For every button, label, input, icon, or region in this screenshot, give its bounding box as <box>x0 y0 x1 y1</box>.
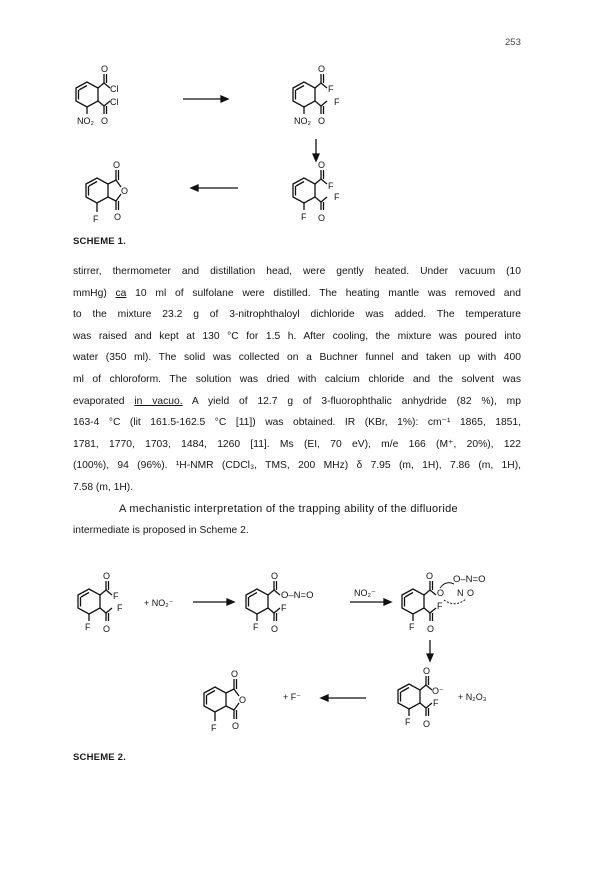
s2i-o-bottom: O <box>232 721 240 731</box>
text-line: was raised and kept at 130 °C for 1.5 h. After cooling, the mixture was poured into <box>73 330 521 342</box>
page-number: 253 <box>505 37 521 48</box>
s2i-o-top: O <box>231 669 239 679</box>
s2h-o-top: O <box>423 666 431 676</box>
scheme1-3-nitrophthaloyl-dichloride <box>76 74 110 114</box>
text-line: intermediate is proposed in Scheme 2. <box>73 525 249 537</box>
text-line: ml of chloroform. The solution was dried with calcium chloride and the solvent was <box>73 373 521 385</box>
scheme2-arrow-1 <box>193 599 234 605</box>
s1a-cl-2: Cl <box>110 97 119 107</box>
scheme2-nitrite-addition-complex <box>402 581 466 621</box>
s2-arrow-2-label: NO₂⁻ <box>354 588 376 598</box>
scheme2-arrow-left <box>321 695 366 701</box>
s1a-no2: NO₂ <box>77 116 94 126</box>
text-line: evaporated in vacuo. A yield of 12.7 g of 3-fluorophthalic anhydride (82 %), mp <box>73 395 521 407</box>
s1c-f-ring: F <box>301 212 307 222</box>
scheme1-caption: SCHEME 1. <box>73 236 127 247</box>
s2h-f-ring: F <box>405 717 411 727</box>
scheme2-arrow-down <box>427 640 433 661</box>
s1b-no2: NO₂ <box>294 116 311 126</box>
s2f-f: F <box>281 603 287 613</box>
s1a-o-bottom: O <box>101 116 109 126</box>
scheme1-arrow-right <box>183 96 228 102</box>
text-line: 163-4 °C (lit 161.5-162.5 °C [11]) was obtained. IR (KBr, 1%): cm⁻¹ 1865, 1851, <box>73 417 521 429</box>
scheme1-3-nitrophthaloyl-difluoride <box>293 74 327 114</box>
s2e-f-1: F <box>113 591 119 601</box>
s2g-o-nitrite: O <box>467 588 475 598</box>
s2g-o-acyl: O <box>437 588 445 598</box>
s1c-f-2: F <box>334 192 340 202</box>
s1c-o-top: O <box>318 160 326 170</box>
body-text <box>73 261 521 542</box>
s2g-f-ring: F <box>409 622 415 632</box>
s1b-f-2: F <box>334 97 340 107</box>
s2-plus-fluoride: + F⁻ <box>283 692 302 702</box>
s1d-f-ring: F <box>93 214 99 224</box>
s2e-o-top: O <box>103 571 111 581</box>
scheme1-3-fluorophthaloyl-difluoride <box>293 170 327 210</box>
s2e-f-ring: F <box>85 622 91 632</box>
s2g-f: F <box>437 601 443 611</box>
text-line: stirrer, thermometer and distillation head, were gently heated. Under vacuum (10 <box>73 266 521 277</box>
s2h-o-minus: O⁻ <box>432 686 444 696</box>
s1d-o-top: O <box>113 160 121 170</box>
scheme2-acyl-nitrite-intermediate <box>246 581 280 621</box>
s2f-f-ring: F <box>253 622 259 632</box>
text-line: 1781, 1770, 1703, 1484, 1260 [11]. Ms (EI, 70 eV), m/e 166 (M⁺, 20%), 122 <box>73 438 521 450</box>
s1a-cl-1: Cl <box>110 84 119 94</box>
s2g-o-bottom: O <box>427 624 435 634</box>
scheme1-arrow-down <box>313 139 319 161</box>
s2i-f-ring: F <box>211 723 217 733</box>
s2f-o-n-o: O–N=O <box>281 590 314 601</box>
s1c-o-bottom: O <box>318 213 326 223</box>
s1b-o-top: O <box>318 64 326 74</box>
s2e-o-bottom: O <box>103 624 111 634</box>
s1a-o-top: O <box>101 64 109 74</box>
s2-plus-n2o3: + N₂O₃ <box>458 692 487 702</box>
s2g-n: N <box>457 588 464 598</box>
s1b-f-1: F <box>328 84 334 94</box>
s1c-f-1: F <box>328 181 334 191</box>
text-line: A mechanistic interpretation of the trapping ability of the difluoride <box>119 502 458 515</box>
s1b-o-bottom: O <box>318 116 326 126</box>
s1d-o-ring: O <box>121 186 129 196</box>
scheme1-3-fluorophthalic-anhydride <box>86 170 121 212</box>
s1d-o-bottom: O <box>114 212 122 222</box>
scheme2-3-fluorophthalic-anhydride <box>204 679 239 721</box>
text-line: 7.58 (m, 1H). <box>73 481 134 493</box>
s2h-f: F <box>433 698 439 708</box>
s2g-o-n-o: O–N=O <box>453 574 486 585</box>
text-line: mmHg) ca 10 ml of sulfolane were distilled. The heating mantle was removed and <box>73 287 521 299</box>
text-line: water (350 ml). The solid was collected on a Buchner funnel and taken up with 400 <box>73 352 521 364</box>
s2h-o-bottom: O <box>423 719 431 729</box>
scheme2-arrow-2 <box>350 599 391 605</box>
text-line: (100%), 94 (96%). ¹H-NMR (CDCl₃, TMS, 200 MHz) δ 7.95 (m, 1H), 7.86 (m, 1H), <box>73 460 521 472</box>
scheme1-arrow-left <box>191 185 238 191</box>
text-line: to the mixture 23.2 g of 3-nitrophthaloyl dichloride was added. The temperature <box>73 309 521 321</box>
s2i-o-ring: O <box>239 695 247 705</box>
scheme2-3-fluorophthaloyl-difluoride <box>78 581 112 621</box>
s2f-o-bottom: O <box>271 624 279 634</box>
scheme2-caption: SCHEME 2. <box>73 752 127 763</box>
s2e-f-2: F <box>117 603 123 613</box>
scheme2-carboxylate-acyl-fluoride <box>398 676 432 716</box>
s2f-o-top: O <box>271 571 279 581</box>
s2-plus-nitrite: + NO₂⁻ <box>144 598 174 608</box>
s2g-o-top: O <box>426 571 434 581</box>
